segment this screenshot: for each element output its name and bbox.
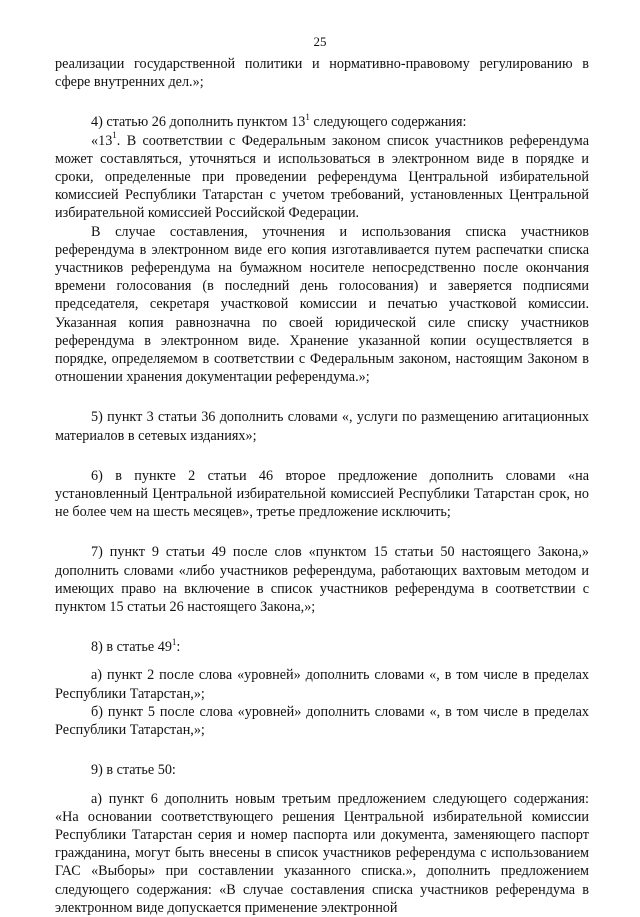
paragraph-item-5: 5) пункт 3 статьи 36 дополнить словами «, услуги по размещению агитационных материалов в сетевых изданиях»;: [55, 409, 589, 444]
paragraph-item-9: 9) в статье 50:: [91, 762, 176, 779]
paragraph-item-6: 6) в пункте 2 статьи 46 второе предложение дополнить словами «на установленный Центральной избирательной комиссией Республики Татарстан срок, но не более чем на шесть месяцев», третье предложение исключить;: [55, 467, 589, 521]
page-number: 25: [313, 34, 327, 49]
paragraph-item-8b: б) пункт 5 после слова «уровней» дополнить словами «, в том числе в пределах Республики Татарстан,»;: [55, 703, 589, 739]
paragraph-item-9a: а) пункт 6 дополнить новым третьим предложением следующего содержания: «На основании соответствующего решения Центральной избирательной комиссии Республики Татарстан серия и номер паспорта или документа, заменяющего паспорт гражданина, могут быть внесены в список участников референдума с использованием ГАС «Выборы» при составлении указанного списка.», дополнить предложением следующего содержания: «В случае составления списка участников референдума в электронном виде допускается применение электронной: [55, 790, 589, 916]
document-body: [55, 55, 589, 917]
paragraph-item-8a: а) пункт 2 после слова «уровней» дополнить словами «, в том числе в пределах Республики Татарстан,»;: [55, 667, 589, 702]
paragraph-electronic-list-copy: В случае составления, уточнения и использования списка участников референдума в электронном виде его копия изготавливается путем распечатки списка участников референдума на бумажном носителе непосредственно после окончания времени голосования (в последний день голосования) и заверяется подписями председателя, секретаря участковой комиссии и печатью участковой комиссии. Указанная копия равнозначна по своей юридической силе списку участников референдума в электронном виде. Хранение указанной копии осуществляется в порядке, определяемом в соответствии с Федеральным законом, настоящим Законом в отношении хранения документации референдума.»;: [55, 223, 589, 386]
paragraph-continuation: реализации государственной политики и нормативно-правовому регулированию в сфере внутренних дел.»;: [55, 56, 589, 91]
paragraph-item-4: 4) статью 26 дополнить пунктом $13^1$ следующего содержания:: [91, 111, 467, 131]
paragraph-item-7: 7) пункт 9 статьи 49 после слов «пунктом 15 статьи 50 настоящего Закона,» дополнить словами «либо участников референдума, работающих вахтовым методом и имеющих право на включение в список участников референдума в соответствии с пунктом 15 статьи 26 настоящего Закона,»;: [55, 544, 589, 616]
paragraph-point-13-1: «$13^1$. В соответствии с Федеральным законом список участников референдума может составляться, уточняться и использоваться в электронном виде в порядке и сроки, определенные при проведении референдума Центральной избирательной комиссией Республики Татарстан с учетом требований, установленных Центральной избирательной комиссией Российской Федерации.: [55, 129, 589, 222]
paragraph-item-8: 8) в статье $49^1$:: [91, 636, 181, 656]
